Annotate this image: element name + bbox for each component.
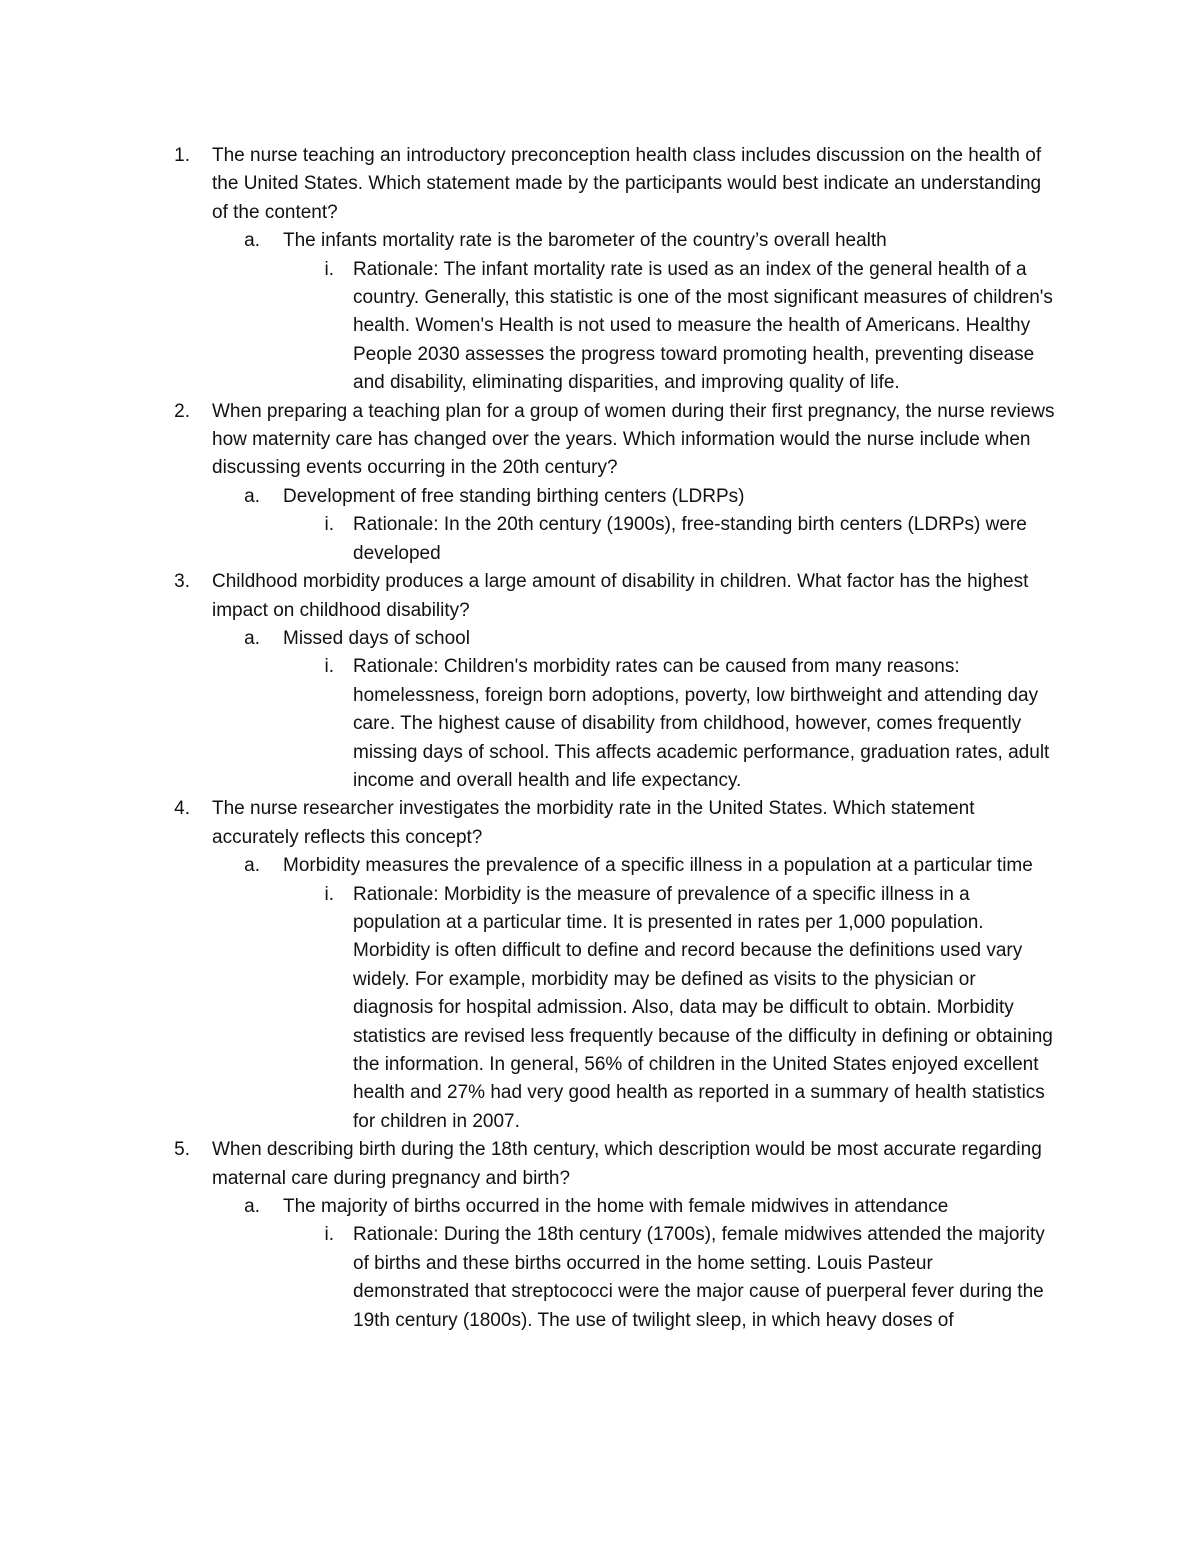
answer-item (0, 1193, 1200, 1221)
question-text: Childhood morbidity produces a large amount of disability in children. What factor has the highest impact on childhood disability? (212, 571, 1029, 621)
rationale-marker: i. (324, 258, 334, 280)
question-text: When preparing a teaching plan for a group of women during their first pregnancy, the nurse reviews how maternity care has changed over the years. Which information would the nurse include when discussing events occurring in the 20th century? (212, 400, 1055, 479)
rationale-item (0, 881, 1200, 1137)
answer-marker: a. (244, 1196, 260, 1218)
answer-text: The infants mortality rate is the barometer of the country’s overall health (283, 230, 887, 252)
rationale-text: Rationale: Morbidity is the measure of prevalence of a specific illness in a population at a particular time. It is presented in rates per 1,000 population. Morbidity is often difficult to define and record because the definitions used vary widely. For example, morbidity may be defined as visits to the physician or diagnosis for hospital admission. Also, data may be difficult to obtain. Morbidity statistics are revised less frequently because of the difficulty in defining or obtaining the information. In general, 56% of children in the United States enjoyed excellent health and 27% had very good health as reported in a summary of health statistics for children in 2007. (353, 883, 1053, 1132)
question-number: 1. (174, 145, 190, 166)
answer-item (0, 227, 1200, 255)
rationale-text: Rationale: The infant mortality rate is used as an index of the general health of a country. Generally, this statistic is one of the most significant measures of children's health. Women's Health is not used to measure the health of Americans. Healthy People 2030 assesses the progress toward promoting health, preventing disease and disability, eliminating disparities, and improving quality of life. (353, 258, 1053, 394)
rationale-item (0, 256, 1200, 398)
question-item (0, 1136, 1200, 1193)
rationale-item (0, 1221, 1200, 1335)
rationale-marker: i. (324, 1224, 334, 1246)
answer-marker: a. (244, 855, 260, 877)
rationale-text: Rationale: In the 20th century (1900s), free-standing birth centers (LDRPs) were developed (353, 514, 1027, 564)
rationale-marker: i. (324, 883, 334, 905)
question-number: 3. (174, 571, 190, 593)
answer-marker: a. (244, 230, 260, 252)
answer-marker: a. (244, 627, 260, 649)
rationale-text: Rationale: Children's morbidity rates can be caused from many reasons: homelessness, foreign born adoptions, poverty, low birthweight and attending day care. The highest cause of disability from childhood, however, comes frequently missing days of school. This affects academic performance, graduation rates, adult income and overall health and life expectancy. (353, 656, 1050, 791)
answer-text: Missed days of school (283, 627, 470, 649)
question-text: When describing birth during the 18th century, which description would be most accurate regarding maternal care during pregnancy and birth? (212, 1139, 1042, 1189)
question-text: The nurse researcher investigates the morbidity rate in the United States. Which statement accurately reflects this concept? (212, 798, 975, 848)
question-item (0, 398, 1200, 483)
rationale-item (0, 653, 1200, 795)
answer-item (0, 852, 1200, 880)
answer-item (0, 625, 1200, 653)
question-text: The nurse teaching an introductory preconception health class includes discussion on the health of the United States. Which statement made by the participants would best indicate an understanding of the content? (212, 145, 1042, 223)
question-item (0, 795, 1200, 852)
question-list (0, 142, 1200, 1335)
answer-marker: a. (244, 485, 260, 507)
question-item (0, 142, 1200, 227)
question-number: 2. (174, 400, 190, 422)
answer-text: Morbidity measures the prevalence of a specific illness in a population at a particular time (283, 855, 1033, 877)
answer-item (0, 483, 1200, 511)
question-number: 4. (174, 798, 190, 820)
rationale-text: Rationale: During the 18th century (1700s), female midwives attended the majority of births and these births occurred in the home setting. Louis Pasteur demonstrated that streptococci were the major cause of puerperal fever during the 19th century (1800s). The use of twilight sleep, in which heavy doses of (353, 1224, 1045, 1331)
answer-text: Development of free standing birthing centers (LDRPs) (283, 485, 745, 507)
rationale-item (0, 511, 1200, 568)
question-item (0, 568, 1200, 625)
answer-text: The majority of births occurred in the home with female midwives in attendance (283, 1196, 949, 1218)
rationale-marker: i. (324, 656, 334, 678)
question-number: 5. (174, 1139, 190, 1161)
rationale-marker: i. (324, 514, 334, 536)
